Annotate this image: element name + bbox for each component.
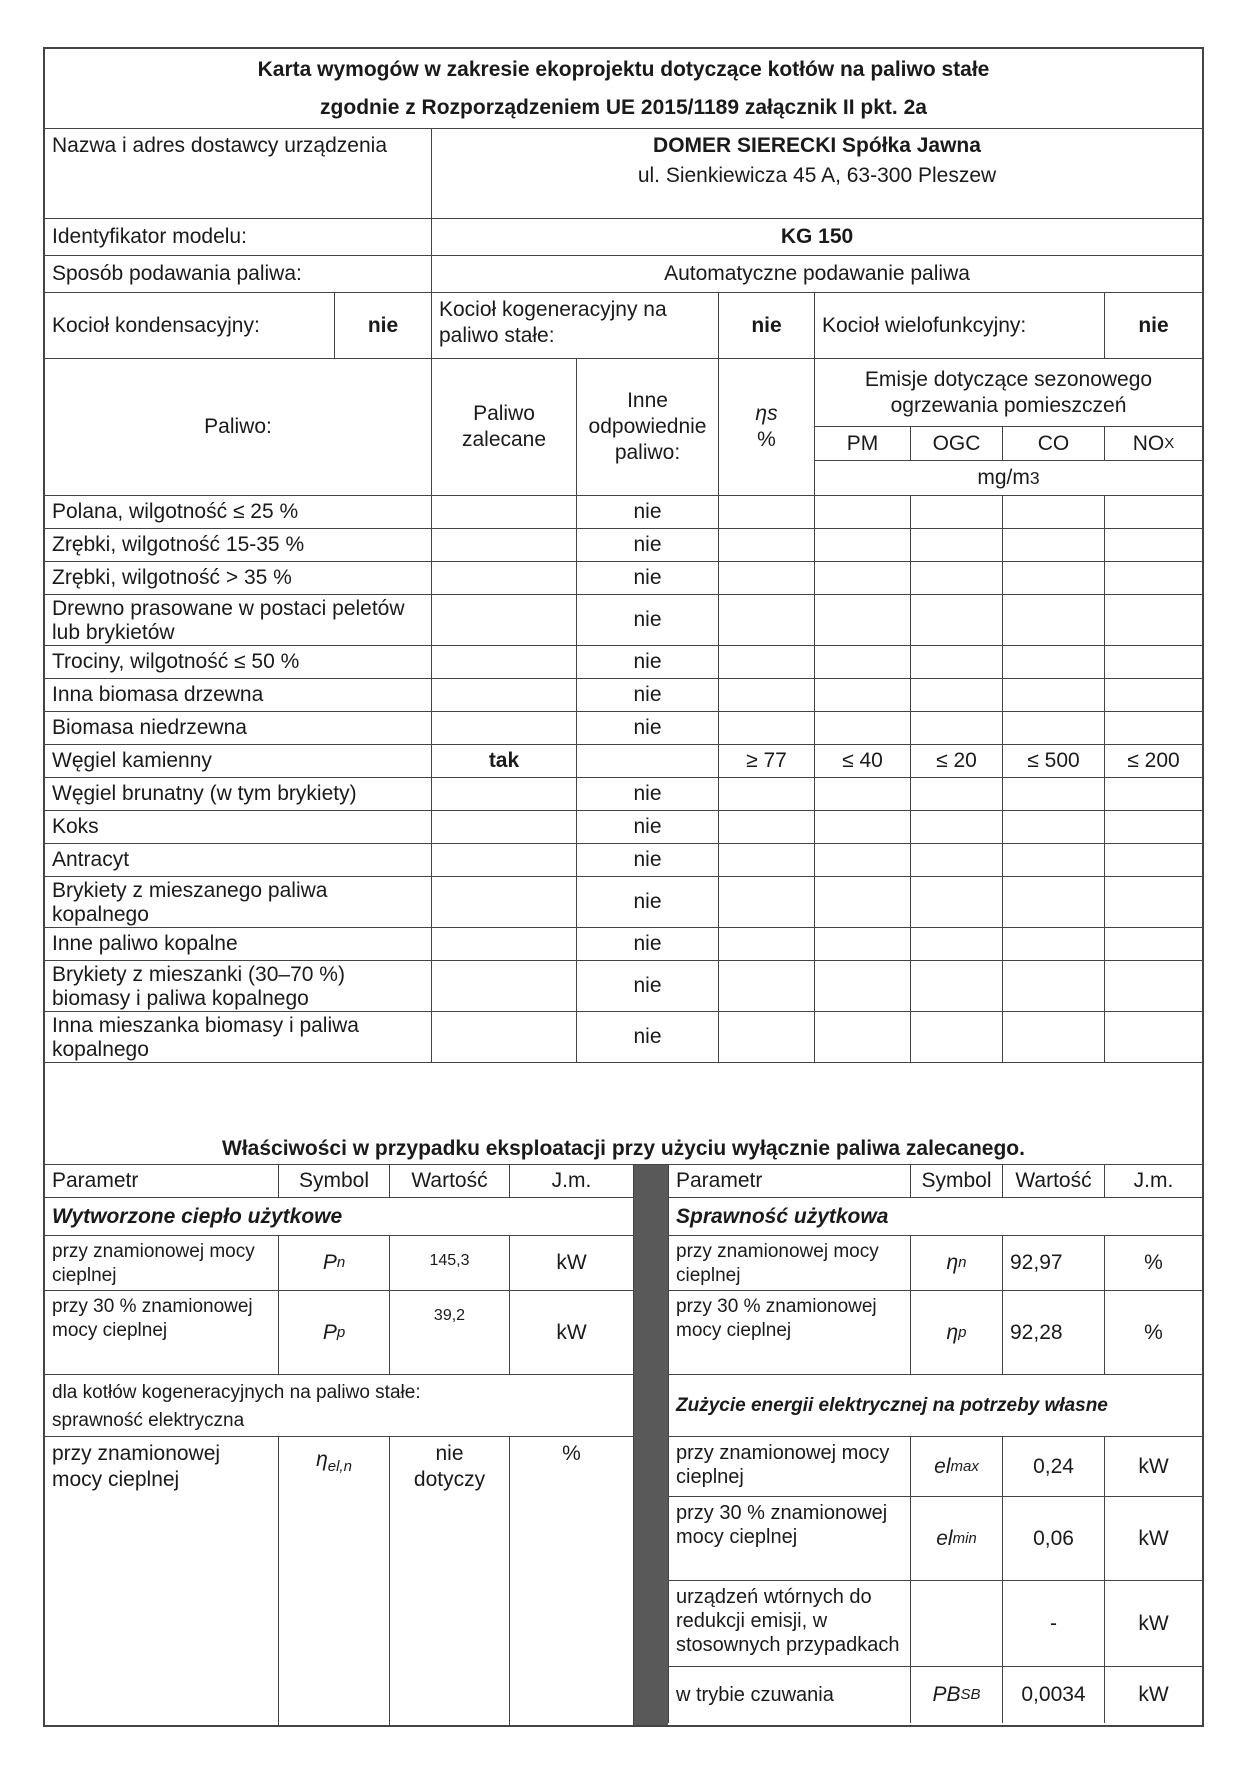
fuel-row-other: nie — [577, 646, 719, 679]
fuel-row-pm — [815, 1012, 911, 1063]
fuel-row-ogc — [911, 844, 1003, 877]
title-line-1: Karta wymogów w zakresie ekoprojektu dotyczące kotłów na paliwo stałe — [257, 57, 990, 81]
fuel-row-eta — [719, 595, 815, 646]
symbol-sub: p — [958, 1323, 967, 1341]
el-symbol — [279, 1437, 390, 1725]
pm-header: PM — [815, 427, 911, 461]
fuel-row-other: nie — [577, 529, 719, 562]
fuel-row-nox — [1105, 961, 1202, 1012]
fuel-row-ogc — [911, 595, 1003, 646]
fuel-row-pm — [815, 961, 911, 1012]
eff-row-unit: % — [1105, 1236, 1202, 1291]
fuel-row-name: Węgiel kamienny — [45, 745, 432, 778]
elec-row-symbol — [911, 1581, 1003, 1667]
fuel-row-name: Brykiety z mieszanki (30–70 %) biomasy i paliwa kopalnego — [45, 961, 432, 1012]
fuel-row-eta — [719, 778, 815, 811]
other-header: Inne odpowiednie paliwo: — [577, 359, 719, 496]
unit-sup: 3 — [1029, 468, 1040, 488]
fuel-row-ogc — [911, 811, 1003, 844]
symbol-sub: min — [952, 1529, 977, 1547]
heat-row-value: 145,3 — [390, 1236, 510, 1291]
fuel-row-name: Węgiel brunatny (w tym brykiety) — [45, 778, 432, 811]
electricity-title: Zużycie energii elektrycznej na potrzeby własne — [668, 1375, 1202, 1437]
eff-row-value: 92,28 — [1003, 1291, 1105, 1375]
fuel-row-nox — [1105, 679, 1202, 712]
nox-label: NO — [1132, 431, 1165, 455]
fuel-row-pm — [815, 529, 911, 562]
fuel-row-co — [1003, 679, 1105, 712]
eta-header — [719, 359, 815, 496]
heat-row-param: przy znamionowej mocy cieplnej — [45, 1236, 279, 1291]
fuel-row-eta — [719, 562, 815, 595]
multi-label: Kocioł wielofunkcyjny: — [815, 293, 1105, 359]
fuel-row-pm — [815, 844, 911, 877]
feeding-value: Automatyczne podawanie paliwa — [432, 256, 1202, 293]
fuel-row-pm — [815, 928, 911, 961]
left-symbol-header: Symbol — [279, 1165, 390, 1198]
fuel-row-preferred — [432, 961, 577, 1012]
fuel-row-co — [1003, 877, 1105, 928]
elec-row-unit: kW — [1105, 1437, 1202, 1497]
fuel-row-preferred — [432, 595, 577, 646]
fuel-row-name: Antracyt — [45, 844, 432, 877]
supplier-info — [432, 129, 1202, 219]
fuel-row-ogc — [911, 529, 1003, 562]
fuel-row-other: nie — [577, 1012, 719, 1063]
fuel-row-name: Brykiety z mieszanego paliwa kopalnego — [45, 877, 432, 928]
el-sym-sub: el,n — [327, 1458, 352, 1476]
eff-row-symbol — [911, 1236, 1003, 1291]
model-label: Identyfikator modelu: — [45, 219, 432, 256]
fuel-row-other: nie — [577, 712, 719, 745]
fuel-row-other: nie — [577, 562, 719, 595]
fuel-row-nox — [1105, 877, 1202, 928]
eff-row-unit: % — [1105, 1291, 1202, 1375]
unit-header — [815, 461, 1202, 496]
fuel-row-eta — [719, 646, 815, 679]
fuel-row-other: nie — [577, 496, 719, 529]
fuel-header: Paliwo: — [45, 359, 432, 496]
symbol-sub: n — [958, 1254, 967, 1271]
cogen-line-2: sprawność elektryczna — [52, 1410, 245, 1431]
fuel-row-preferred — [432, 496, 577, 529]
left-value-header: Wartość — [390, 1165, 510, 1198]
fuel-row-nox — [1105, 496, 1202, 529]
elec-row-value: 0,06 — [1003, 1497, 1105, 1581]
el-value: nie dotyczy — [390, 1437, 510, 1725]
elec-row-unit: kW — [1138, 1683, 1169, 1706]
fuel-row-other — [577, 745, 719, 778]
fuel-row-eta — [719, 844, 815, 877]
fuel-row-eta — [719, 529, 815, 562]
fuel-row-pm — [815, 595, 911, 646]
symbol-sub: p — [336, 1323, 346, 1341]
fuel-row-ogc — [911, 961, 1003, 1012]
heat-row-param: przy 30 % znamionowej mocy cieplnej — [45, 1291, 279, 1375]
right-unit-header: J.m. — [1105, 1165, 1202, 1198]
heat-title: Wytworzone ciepło użytkowe — [45, 1198, 634, 1236]
nox-header — [1105, 427, 1202, 461]
elec-row-param: przy 30 % znamionowej mocy cieplnej — [668, 1497, 911, 1581]
heat-row-value: 39,2 — [390, 1291, 510, 1375]
fuel-row-eta — [719, 877, 815, 928]
fuel-row-co — [1003, 562, 1105, 595]
fuel-row-name: Inne paliwo kopalne — [45, 928, 432, 961]
elec-row-value: - — [1003, 1581, 1105, 1667]
cogen-label: Kocioł kogeneracyjny na paliwo stałe: — [432, 293, 719, 359]
fuel-row-ogc — [911, 928, 1003, 961]
fuel-row-name: Koks — [45, 811, 432, 844]
left-param-header: Parametr — [45, 1165, 279, 1198]
fuel-row-eta: ≥ 77 — [719, 745, 815, 778]
efficiency-title: Sprawność użytkowa — [668, 1198, 1202, 1236]
fuel-row-pm — [815, 496, 911, 529]
right-param-header: Parametr — [668, 1165, 911, 1198]
symbol-sub: max — [950, 1457, 979, 1475]
fuel-row-nox — [1105, 562, 1202, 595]
fuel-row-name: Trociny, wilgotność ≤ 50 % — [45, 646, 432, 679]
fuel-row-co — [1003, 961, 1105, 1012]
fuel-row-ogc — [911, 778, 1003, 811]
fuel-row-co — [1003, 811, 1105, 844]
supplier-address: ul. Sienkiewicza 45 A, 63-300 Pleszew — [637, 164, 997, 187]
fuel-row-nox — [1105, 844, 1202, 877]
fuel-row-pm — [815, 778, 911, 811]
fuel-row-other: nie — [577, 961, 719, 1012]
fuel-row-nox — [1105, 712, 1202, 745]
preferred-header: Paliwo zalecane — [432, 359, 577, 496]
fuel-row-pm: ≤ 40 — [815, 745, 911, 778]
supplier-name: DOMER SIERECKI Spółka Jawna — [653, 134, 981, 157]
eta-symbol: ηs — [755, 402, 778, 425]
fuel-row-preferred — [432, 811, 577, 844]
fuel-row-name: Biomasa niedrzewna — [45, 712, 432, 745]
fuel-row-pm — [815, 811, 911, 844]
fuel-row-name: Inna mieszanka biomasy i paliwa kopalnego — [45, 1012, 432, 1063]
fuel-row-co — [1003, 778, 1105, 811]
fuel-row-preferred — [432, 928, 577, 961]
symbol-sub: SB — [960, 1686, 981, 1703]
left-unit-header: J.m. — [510, 1165, 634, 1198]
eff-row-symbol — [911, 1291, 1003, 1375]
fuel-row-name: Zrębki, wilgotność > 35 % — [45, 562, 432, 595]
fuel-row-preferred — [432, 679, 577, 712]
fuel-row-co — [1003, 1012, 1105, 1063]
heat-row-unit: kW — [510, 1236, 634, 1291]
elec-row-symbol — [911, 1437, 1003, 1497]
column-separator — [634, 1165, 668, 1725]
fuel-row-co: ≤ 500 — [1003, 745, 1105, 778]
fuel-row-name: Zrębki, wilgotność 15-35 % — [45, 529, 432, 562]
fuel-row-nox — [1105, 778, 1202, 811]
eta-unit: % — [757, 428, 776, 451]
supplier-label: Nazwa i adres dostawcy urządzenia — [45, 129, 432, 219]
symbol-base: P — [322, 1320, 337, 1344]
fuel-row-eta — [719, 811, 815, 844]
fuel-row-preferred — [432, 1012, 577, 1063]
fuel-row-eta — [719, 496, 815, 529]
eff-row-param: przy 30 % znamionowej mocy cieplnej — [668, 1291, 911, 1375]
fuel-row-nox — [1105, 1012, 1202, 1063]
fuel-row-ogc: ≤ 20 — [911, 745, 1003, 778]
fuel-row-nox — [1105, 646, 1202, 679]
elec-row-value: 0,24 — [1003, 1437, 1105, 1497]
condensing-value: nie — [335, 293, 432, 359]
elec-row-param: przy znamionowej mocy cieplnej — [668, 1437, 911, 1497]
fuel-row-co — [1003, 529, 1105, 562]
fuel-row-ogc — [911, 646, 1003, 679]
fuel-row-pm — [815, 562, 911, 595]
elec-row-unit: kW — [1105, 1581, 1202, 1667]
fuel-row-ogc — [911, 562, 1003, 595]
fuel-row-nox: ≤ 200 — [1105, 745, 1202, 778]
fuel-row-pm — [815, 646, 911, 679]
fuel-row-name: Inna biomasa drzewna — [45, 679, 432, 712]
heat-row-symbol — [279, 1291, 390, 1375]
fuel-row-other: nie — [577, 877, 719, 928]
fuel-row-preferred — [432, 877, 577, 928]
fuel-row-pm — [815, 712, 911, 745]
symbol-base: el — [934, 1454, 951, 1478]
fuel-row-co — [1003, 712, 1105, 745]
symbol-base: el — [936, 1526, 953, 1550]
fuel-row-co — [1003, 646, 1105, 679]
elec-row-unit: kW — [1105, 1497, 1202, 1581]
cogen-value: nie — [719, 293, 815, 359]
eff-row-value: 92,97 — [1003, 1236, 1105, 1291]
right-symbol-header: Symbol — [911, 1165, 1003, 1198]
fuel-row-ogc — [911, 712, 1003, 745]
properties-title: Właściwości w przypadku eksploatacji przy użyciu wyłącznie paliwa zalecanego. — [45, 1133, 1202, 1165]
elec-row-symbol — [911, 1667, 1003, 1723]
feeding-label: Sposób podawania paliwa: — [45, 256, 432, 293]
cogen-line-1: dla kotłów kogeneracyjnych na paliwo stałe: — [52, 1382, 421, 1403]
fuel-row-preferred — [432, 562, 577, 595]
fuel-row-co — [1003, 844, 1105, 877]
fuel-row-co — [1003, 496, 1105, 529]
heat-row-unit: kW — [510, 1291, 634, 1375]
nox-sub: X — [1164, 434, 1175, 452]
fuel-row-pm — [815, 679, 911, 712]
fuel-row-other: nie — [577, 778, 719, 811]
multi-value: nie — [1105, 293, 1202, 359]
fuel-row-ogc — [911, 679, 1003, 712]
heat-row-symbol — [279, 1236, 390, 1291]
title-line-2: zgodnie z Rozporządzeniem UE 2015/1189 załącznik II pkt. 2a — [320, 95, 927, 119]
symbol-sub: n — [336, 1254, 346, 1271]
eco-design-card — [43, 47, 1204, 1727]
fuel-row-ogc — [911, 496, 1003, 529]
cogen-eff-title — [45, 1375, 634, 1437]
fuel-row-nox — [1105, 928, 1202, 961]
elec-row-param: urządzeń wtórnych do redukcji emisji, w stosownych przypadkach — [668, 1581, 911, 1667]
fuel-row-nox — [1105, 595, 1202, 646]
fuel-row-preferred — [432, 778, 577, 811]
emissions-header: Emisje dotyczące sezonowego ogrzewania pomieszczeń — [815, 359, 1202, 427]
fuel-row-other: nie — [577, 679, 719, 712]
symbol-base: PB — [932, 1683, 961, 1706]
fuel-row-other: nie — [577, 844, 719, 877]
el-unit: % — [510, 1437, 634, 1725]
el-sym: η — [316, 1448, 328, 1471]
card-title — [45, 49, 1202, 129]
fuel-row-other: nie — [577, 811, 719, 844]
fuel-row-ogc — [911, 877, 1003, 928]
eff-row-param: przy znamionowej mocy cieplnej — [668, 1236, 911, 1291]
fuel-row-ogc — [911, 1012, 1003, 1063]
condensing-label: Kocioł kondensacyjny: — [45, 293, 335, 359]
fuel-row-eta — [719, 928, 815, 961]
fuel-row-preferred: tak — [432, 745, 577, 778]
model-value: KG 150 — [432, 219, 1202, 256]
fuel-row-name: Polana, wilgotność ≤ 25 % — [45, 496, 432, 529]
fuel-row-nox — [1105, 529, 1202, 562]
fuel-row-eta — [719, 712, 815, 745]
el-param: przy znamionowej mocy cieplnej — [45, 1437, 279, 1725]
ogc-header: OGC — [911, 427, 1003, 461]
fuel-row-preferred — [432, 646, 577, 679]
right-value-header: Wartość — [1003, 1165, 1105, 1198]
symbol-base: η — [946, 1251, 959, 1274]
fuel-row-eta — [719, 961, 815, 1012]
elec-row-symbol — [911, 1497, 1003, 1581]
fuel-row-other: nie — [577, 928, 719, 961]
fuel-row-eta — [719, 679, 815, 712]
fuel-row-pm — [815, 877, 911, 928]
symbol-base: η — [946, 1320, 959, 1344]
co-header: CO — [1003, 427, 1105, 461]
fuel-row-nox — [1105, 811, 1202, 844]
elec-row-value: 0,0034 — [1003, 1667, 1105, 1723]
fuel-row-preferred — [432, 529, 577, 562]
fuel-row-preferred — [432, 712, 577, 745]
unit-label: mg/m — [977, 466, 1030, 489]
fuel-row-name: Drewno prasowane w postaci peletów lub brykietów — [45, 595, 432, 646]
symbol-base: P — [322, 1251, 337, 1274]
fuel-row-preferred — [432, 844, 577, 877]
elec-row-param: w trybie czuwania — [668, 1667, 911, 1723]
fuel-row-co — [1003, 595, 1105, 646]
fuel-row-co — [1003, 928, 1105, 961]
fuel-row-eta — [719, 1012, 815, 1063]
fuel-row-other: nie — [577, 595, 719, 646]
